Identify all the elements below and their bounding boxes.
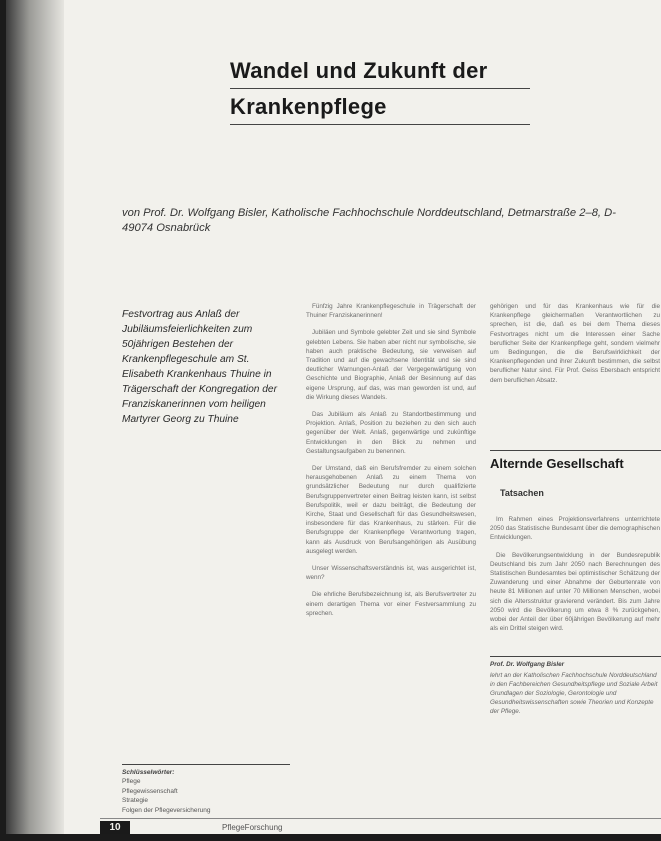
journal-name: PflegeForschung (222, 823, 283, 832)
paragraph: Unser Wissenschaftsverständnis ist, was ausgerichtet ist, wenn? (306, 565, 476, 582)
section-subheading: Tatsachen (500, 488, 544, 498)
keyword-item: Pflegewissenschaft (122, 787, 178, 795)
footer-rule (100, 818, 661, 819)
author-affiliation: von Prof. Dr. Wolfgang Bisler, Katholische Fachhochschule Norddeutschland, Detmarstraße 2–8, D-49074 Osnabrück (122, 207, 616, 234)
page-number: 10 (109, 822, 121, 833)
title-rule-top (230, 88, 530, 89)
paragraph: Jubiläen und Symbole gelebter Zeit und sie sind Symbole gelebten Lebens. Sie haben aber nicht nur symbolische, sie haben auch praktische Bedeutung, sie verweisen auf Tradition und auf die gewachsene Identität und sie sind deutlicher Warnungen-Anlaß der Vergegenwärtigung von Geschichte und Biographie, Anlaß der Besinnung auf das eigene Ursprung, auf das, was man geworden ist und, auf die Wirkung dieses Wandels. (306, 329, 476, 401)
article-title-line2: Krankenpflege (230, 94, 387, 119)
author-bio (490, 660, 660, 716)
section-rule (490, 450, 661, 451)
paragraph: Der Umstand, daß ein Berufsfremder zu einem solchen herausgehobenen Anlaß zu einem Thema von grundsätzlicher Bedeutung nur durch qualifizierte Berufsgruppenvertreter einen Beitrag leisten kann, ist selbst Berufspolitik, weil er dazu beiträgt, die Bedeutung der Kirche, Staat und Gesellschaft für das Gesundheitswesen, insbesondere für das Krankenhaus, zu stärken. Für die Berufsgruppe der Krankenpflege Verantwortung tragen, kann als Ausdruck von Berufsangehörigen als Ausübung ausgelegt werden. (306, 465, 476, 555)
journal-page (6, 0, 661, 834)
keyword-item: Folgen der Pflegeversicherung (122, 806, 211, 814)
bio-rule (490, 656, 661, 657)
keywords-box (122, 768, 292, 815)
book-gutter-shadow (6, 0, 64, 834)
paragraph: Fünfzig Jahre Krankenpflegeschule in Trägerschaft der Thuiner Franziskanerinnen! (306, 303, 476, 320)
body-column-right-bottom (490, 515, 660, 655)
keywords-label: Schlüsselwörter: (122, 769, 175, 776)
paragraph: Das Jubiläum als Anlaß zu Standortbestimmung und Projektion. Anlaß, Position zu beziehen zu den sich auch gegenüber der Welt. Anlaß, gegenwärtige und zukünftige Entwicklungen in den Blick zu nehmen und Gestaltungsaufgaben zu benennen. (306, 411, 476, 455)
keyword-item: Pflege (122, 778, 141, 786)
body-column-middle (306, 302, 476, 832)
bio-text: lehrt an der Katholischen Fachhochschule Norddeutschland in den Fachbereichen Gesundheitspflege und Soziale Arbeit Grundlagen der Soziologie, Gerontologie und Gesundheitswissenschaften sowie Theorien und Konzepte der Pflege. (490, 672, 658, 715)
title-rule-bottom (230, 124, 530, 125)
article-title-line1: Wandel und Zukunft der (230, 58, 488, 83)
body-column-right-top (490, 302, 660, 422)
intro-text: Festvortrag aus Anlaß der Jubiläumsfeierlichkeiten zum 50jährigen Bestehen der Krankenpflegeschule am St. Elisabeth Krankenhaus Thuine in Trägerschaft der Kongregation der Franziskanerinnen vom heiligen Martyrer Georg zu Thuine (122, 309, 277, 425)
keyword-item: Strategie (122, 797, 149, 805)
paragraph: Die Bevölkerungsentwicklung in der Bundesrepublik Deutschland bis zum Jahr 2050 nach Berechnungen des Statistischen Bundesamtes bei optimistischer Schätzung der Zuwanderung und einer Abnahme der Geburtenrate von heute 81 Millionen auf unter 70 Millionen Menschen, wobei sich die Altersstruktur gravierend verändert. Bis zum Jahre 2050 wird die Bevölkerung um etwa 8 % zurückgehen, wobei der Anteil der über 60jährigen Bevölkerung auf mehr als ein Drittel steigen wird. (490, 551, 660, 633)
keywords-rule (122, 764, 290, 765)
paragraph: gehörigen und für das Krankenhaus wie für die Krankenpflege gleichermaßen Verantwortlichen zu sprechen, ist die, daß es bei dem Thema dieses Festvortrages nicht um die Interessen einer Sache beruflicher Seite der Krankenpflege geht, sondern vielmehr um Bedingungen, die die Berufswirklichkeit der Krankenpflegenden und ihrer Zukunft bestimmen, die selbst beruflicher Natur sind. Für Prof. Geiss Ebersbach entspricht dem beruflichen Absatz. (490, 303, 660, 384)
paragraph: Die ehrliche Berufsbezeichnung ist, als Berufsvertreter zu einem derartigen Thema vor einer Festversammlung zu sprechen. (306, 591, 476, 617)
bio-name: Prof. Dr. Wolfgang Bisler (490, 661, 565, 668)
section-heading: Alternde Gesellschaft (490, 456, 624, 471)
paragraph: Im Rahmen eines Projektionsverfahrens unterrichtete 2050 das Statistische Bundesamt über die demographischen Entwicklungen. (490, 516, 660, 542)
